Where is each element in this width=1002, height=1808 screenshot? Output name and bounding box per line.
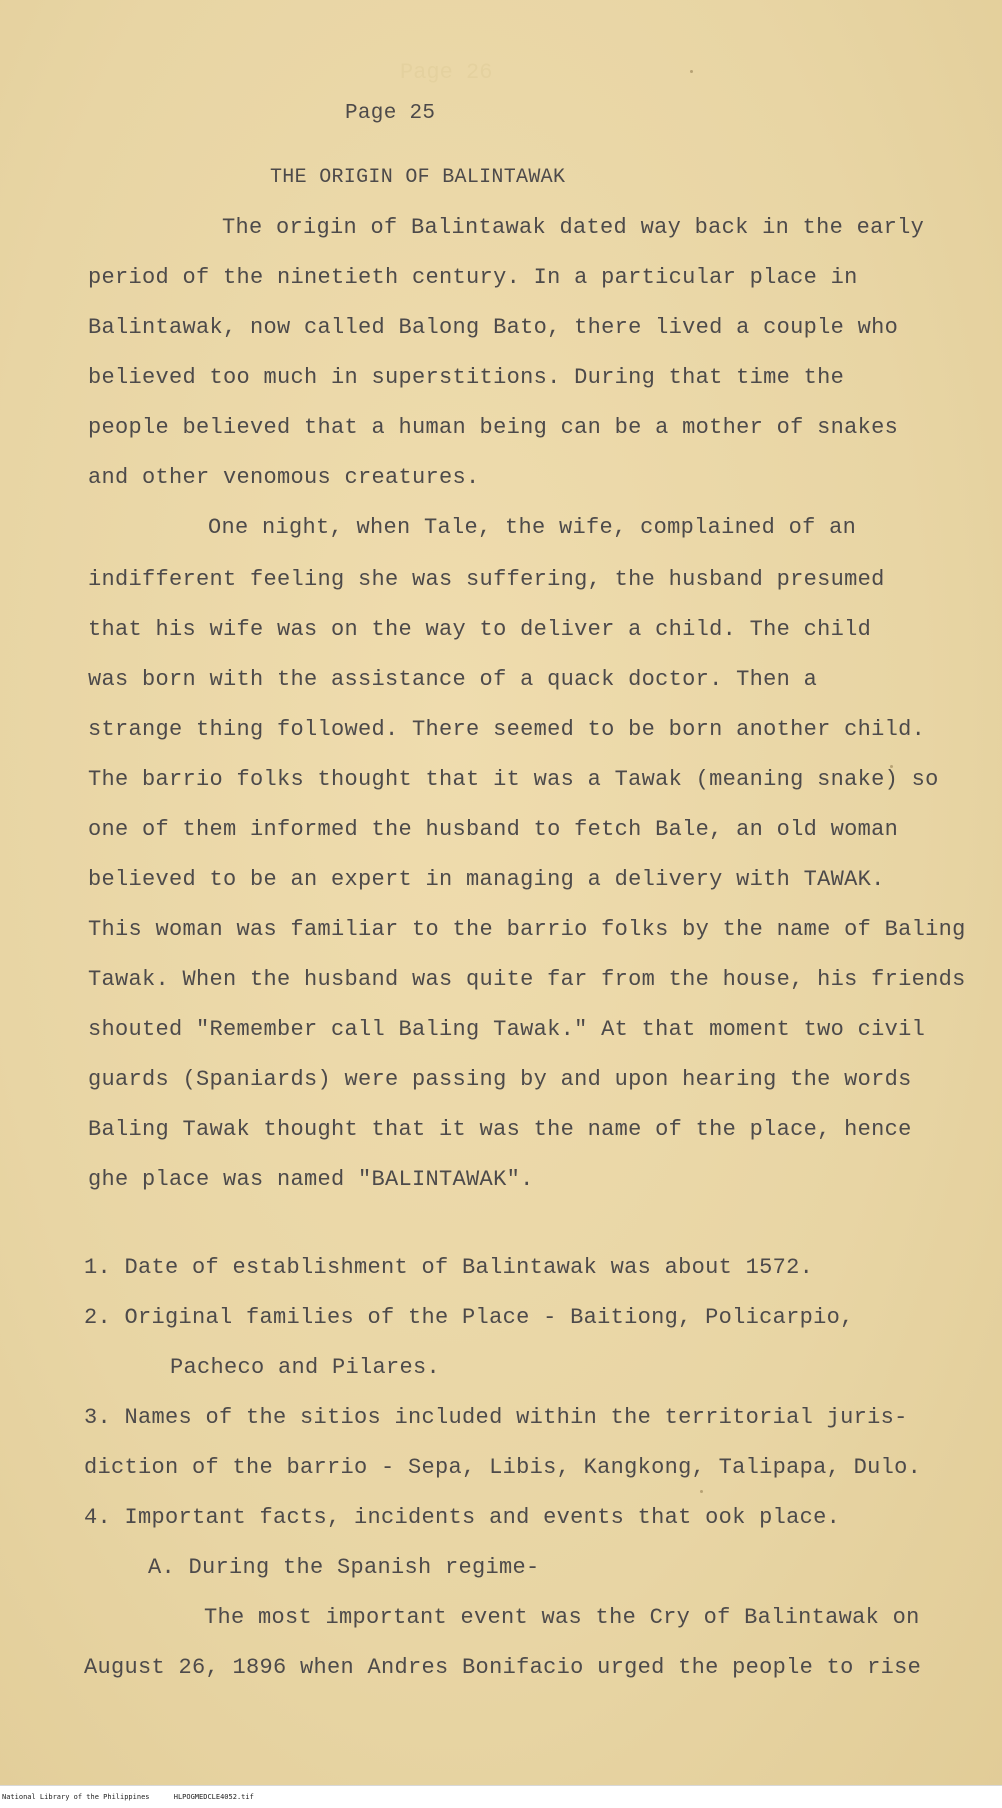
paragraph-1-line: and other venomous creatures. — [88, 465, 480, 490]
paragraph-2-line: strange thing followed. There seemed to be born another child. — [88, 717, 926, 742]
paragraph-2-line: was born with the assistance of a quack doctor. Then a — [88, 667, 818, 692]
list-subheading: A. During the Spanish regime- — [148, 1555, 540, 1580]
list-item-continuation: diction of the barrio - Sepa, Libis, Kangkong, Talipapa, Dulo. — [84, 1455, 922, 1480]
paragraph-2-line: This woman was familiar to the barrio folks by the name of Baling — [88, 917, 966, 942]
bleed-through-text: Page 26 — [400, 60, 493, 85]
paragraph-2-line: shouted "Remember call Baling Tawak." At that moment two civil — [88, 1017, 926, 1042]
list-item: 3. Names of the sitios included within the territorial juris- — [84, 1405, 908, 1430]
scan-filename: HLPOGMEDCLE4052.tif — [173, 1793, 254, 1801]
list-item: 2. Original families of the Place - Baitiong, Policarpio, — [84, 1305, 854, 1330]
page-header: Page 25 — [345, 102, 436, 125]
paragraph-2-line: guards (Spaniards) were passing by and upon hearing the words — [88, 1067, 912, 1092]
paragraph-1-line: Balintawak, now called Balong Bato, there lived a couple who — [88, 315, 899, 340]
paragraph-2-line: Baling Tawak thought that it was the name of the place, hence — [88, 1117, 912, 1142]
paragraph-1-line: believed too much in superstitions. During that time the — [88, 365, 845, 390]
paragraph-3-line: August 26, 1896 when Andres Bonifacio urged the people to rise — [84, 1655, 922, 1680]
library-credit: National Library of the Philippines — [2, 1793, 150, 1801]
paragraph-2-line: believed to be an expert in managing a delivery with TAWAK. — [88, 867, 885, 892]
paragraph-2-line: that his wife was on the way to deliver a child. The child — [88, 617, 872, 642]
paragraph-1-line: The origin of Balintawak dated way back in the early — [222, 215, 925, 240]
list-item-continuation: Pacheco and Pilares. — [170, 1355, 441, 1380]
list-item: 4. Important facts, incidents and events that ook place. — [84, 1505, 841, 1530]
paper-speck — [700, 1490, 703, 1493]
document-title: THE ORIGIN OF BALINTAWAK — [270, 166, 566, 189]
paragraph-1-line: period of the ninetieth century. In a particular place in — [88, 265, 858, 290]
paragraph-2-line: Tawak. When the husband was quite far from the house, his friends — [88, 967, 966, 992]
paragraph-2-line: one of them informed the husband to fetch Bale, an old woman — [88, 817, 899, 842]
paragraph-1-line: people believed that a human being can be a mother of snakes — [88, 415, 899, 440]
paragraph-2-line: indifferent feeling she was suffering, the husband presumed — [88, 567, 885, 592]
list-item: 1. Date of establishment of Balintawak was about 1572. — [84, 1255, 814, 1280]
paragraph-2-line: The barrio folks thought that it was a Tawak (meaning snake) so — [88, 767, 939, 792]
scan-footer — [0, 1785, 1002, 1808]
paper-speck — [690, 70, 693, 73]
paragraph-2-line: ghe place was named "BALINTAWAK". — [88, 1167, 534, 1192]
paragraph-3-line: The most important event was the Cry of Balintawak on — [204, 1605, 920, 1630]
paragraph-2-line: One night, when Tale, the wife, complained of an — [208, 515, 857, 540]
